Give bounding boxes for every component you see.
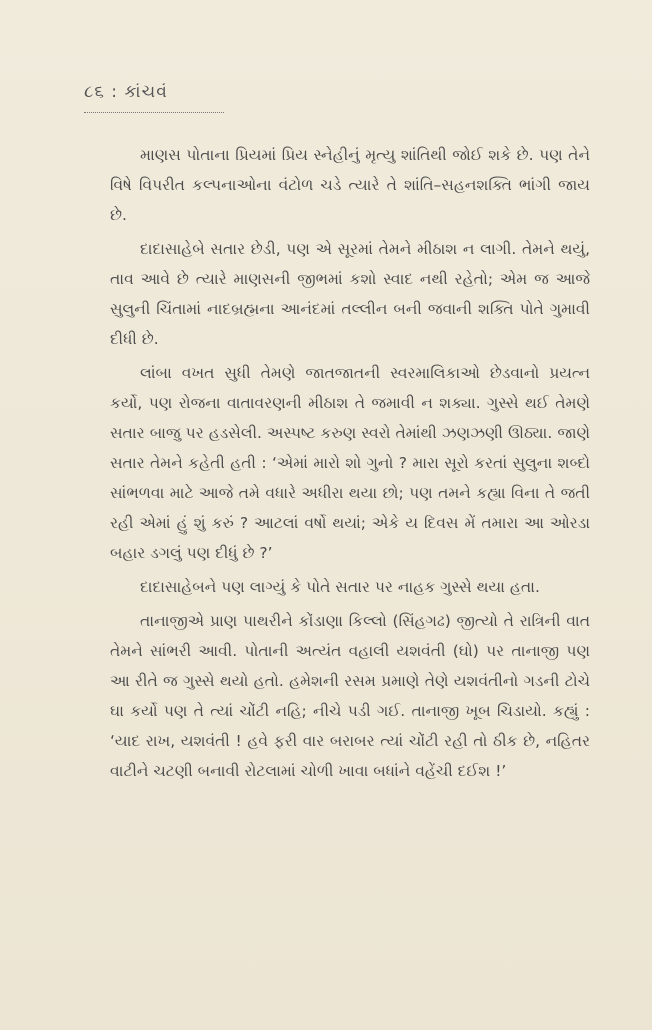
paragraph: લાંબા વખત સુધી તેમણે જાતજાતની સ્વરમાલિકાઓ છેડવાનો પ્રયત્ન કર્યો, પણ રોજના વાતાવરણની મીઠાશ તે જમાવી ન શક્યા. ગુસ્સે થઈ તેમણે સતાર બાજુ પર હડસેલી. અસ્પષ્ટ કરુણ સ્વરો તેમાંથી ઝણઝણી ઊઠ્યા. જાણે સતાર તેમને કહેતી હતી : ‘એમાં મારો શો ગુનો ? મારા સૂરો કરતાં સુલુના શબ્દો સાંભળવા માટે આજે તમે વધારે અધીરા થયા છો; પણ તમને કહ્યા વિના તે જતી રહી એમાં હું શું કરું ? આટલાં વર્ષો થયાં; એકે ય દિવસ મેં તમારા આ ઓરડા બહાર ડગલું પણ દીધું છે ?’ [110, 364, 590, 562]
paragraph: માણસ પોતાના પ્રિયમાં પ્રિય સ્નેહીનું મૃત્યુ શાંતિથી જોઈ શકે છે. પણ તેને વિષે વિપરીત કલ્પનાઓના વંટોળ ચડે ત્યારે તે શાંતિ–સહનશક્તિ ભાંગી જાય છે. [110, 146, 590, 224]
running-header [84, 82, 168, 102]
header-rule [84, 112, 224, 113]
body-text [110, 140, 590, 790]
paragraph: તાનાજીએ પ્રાણ પાથરીને કોંડાણા કિલ્લો (સિંહગઢ) જીત્યો તે રાત્રિની વાત તેમને સાંભરી આવી. પોતાની અત્યંત વહાલી યશવંતી (ઘો) પર તાનાજી પણ આ રીતે જ ગુસ્સે થયો હતો. હમેશની રસમ પ્રમાણે તેણે યશવંતીનો ગડની ટોચે ઘા કર્યો પણ તે ત્યાં ચોંટી નહિ; નીચે પડી ગઈ. તાનાજી ખૂબ ચિડાયો. કહ્યું : ‘યાદ રાખ, યશવંતી ! હવે ફરી વાર બરાબર ત્યાં ચોંટી રહી તો ઠીક છે, નહિતર વાટીને ચટણી બનાવી રોટલામાં ચોળી ખાવા બધાંને વહેંચી દઈશ !’ [110, 612, 590, 780]
page-number: ૮૬ [84, 82, 105, 102]
paragraph: દાદાસાહેબે સતાર છેડી, પણ એ સૂરમાં તેમને મીઠાશ ન લાગી. તેમને થયું, તાવ આવે છે ત્યારે માણસની જીભમાં કશો સ્વાદ નથી રહેતો; એમ જ આજે સુલુની ચિંતામાં નાદબ્રહ્મના આનંદમાં તલ્લીન બની જવાની શક્તિ પોતે ગુમાવી દીધી છે. [110, 240, 590, 348]
header-separator: : [111, 82, 119, 102]
book-title: કાંચવંં [124, 82, 168, 102]
paragraph: દાદાસાહેબને પણ લાગ્યું કે પોતે સતાર પર નાહક ગુસ્સે થયા હતા. [140, 578, 540, 596]
